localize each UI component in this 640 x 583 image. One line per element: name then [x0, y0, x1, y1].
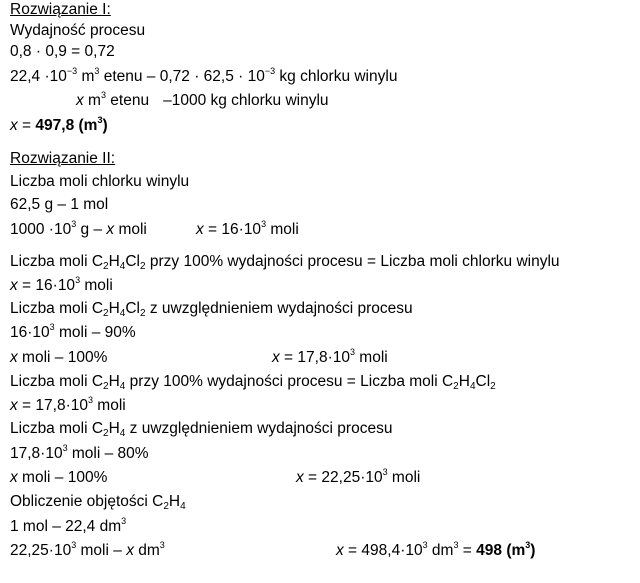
solution-1-heading: Rozwiązanie I:	[10, 1, 111, 18]
ethene-volume-label: Obliczenie objętości $C_2H_4$	[10, 493, 186, 512]
molar-volume-line: 1 mol – 22,4 $dm^3$	[10, 516, 127, 535]
proportion-90: $16\cdot 10^3$ moli – 90%	[10, 322, 136, 341]
proportion-100-a: x moli – 100%	[10, 349, 108, 366]
ethene-moles: $x = 17,8\cdot 10^3$ moli	[10, 395, 126, 414]
dichloroethane-moles: $x = 16\cdot 10^3$ moli	[10, 275, 113, 294]
moles-vinyl-chloride-label: Liczba moli chlorku winylu	[10, 173, 190, 190]
result-1: x = 497,8 $(m^3)$	[10, 115, 108, 134]
solution-2-heading: Rozwiązanie II:	[10, 150, 116, 167]
dichloroethane-equality-line: Liczba moli $C_2H_4Cl_2$ przy 100% wydajności procesu = Liczba moli chlorku winylu	[10, 253, 560, 272]
final-result: $x = 498,4\cdot 10^3$ $dm^3 = 498$ $(m^3)$	[336, 540, 536, 559]
process-yield-label: Wydajność procesu	[10, 22, 146, 39]
proportion-80: $17,8\cdot 10^3$ moli – 80%	[10, 443, 149, 462]
yield-calculation: 0,8 · 0,9 = 0,72	[10, 43, 115, 60]
ethene-yield-label: Liczba moli $C_2H_4$ z uwzględnieniem wydajności procesu	[10, 420, 393, 439]
volume-proportion: $22,25\cdot 10^3$ moli – x $dm^3$	[10, 540, 165, 559]
moles-proportion: $1000 \cdot 10^3$ g – x moli	[10, 219, 147, 238]
ethene-equality-line: Liczba moli $C_2H_4$ przy 100% wydajności procesu = Liczba moli $C_2H_4Cl_2$	[10, 373, 496, 392]
molar-mass-line: 62,5 g – 1 mol	[10, 196, 109, 213]
proportion-100-b: x moli – 100%	[10, 469, 108, 486]
proportion-line-2: x $m^3$ etenu –1000 kg chlorku winylu	[76, 90, 329, 109]
proportion-line-1: $22,4 \cdot 10^{-3}$ $m^3$ etenu – $0,72 \cdot 62,5 \cdot 10^{-3}$ kg chlorku winylu	[10, 66, 398, 85]
ethene-result: $x = 22,25\cdot 10^3$ moli	[296, 467, 421, 486]
dichloroethane-result: $x = 17,8\cdot 10^3$ moli	[272, 347, 388, 366]
moles-result: $x = 16\cdot 10^3$ moli	[196, 219, 299, 238]
dichloroethane-yield-label: Liczba moli $C_2H_4Cl_2$ z uwzględnieniem wydajności procesu	[10, 300, 413, 319]
